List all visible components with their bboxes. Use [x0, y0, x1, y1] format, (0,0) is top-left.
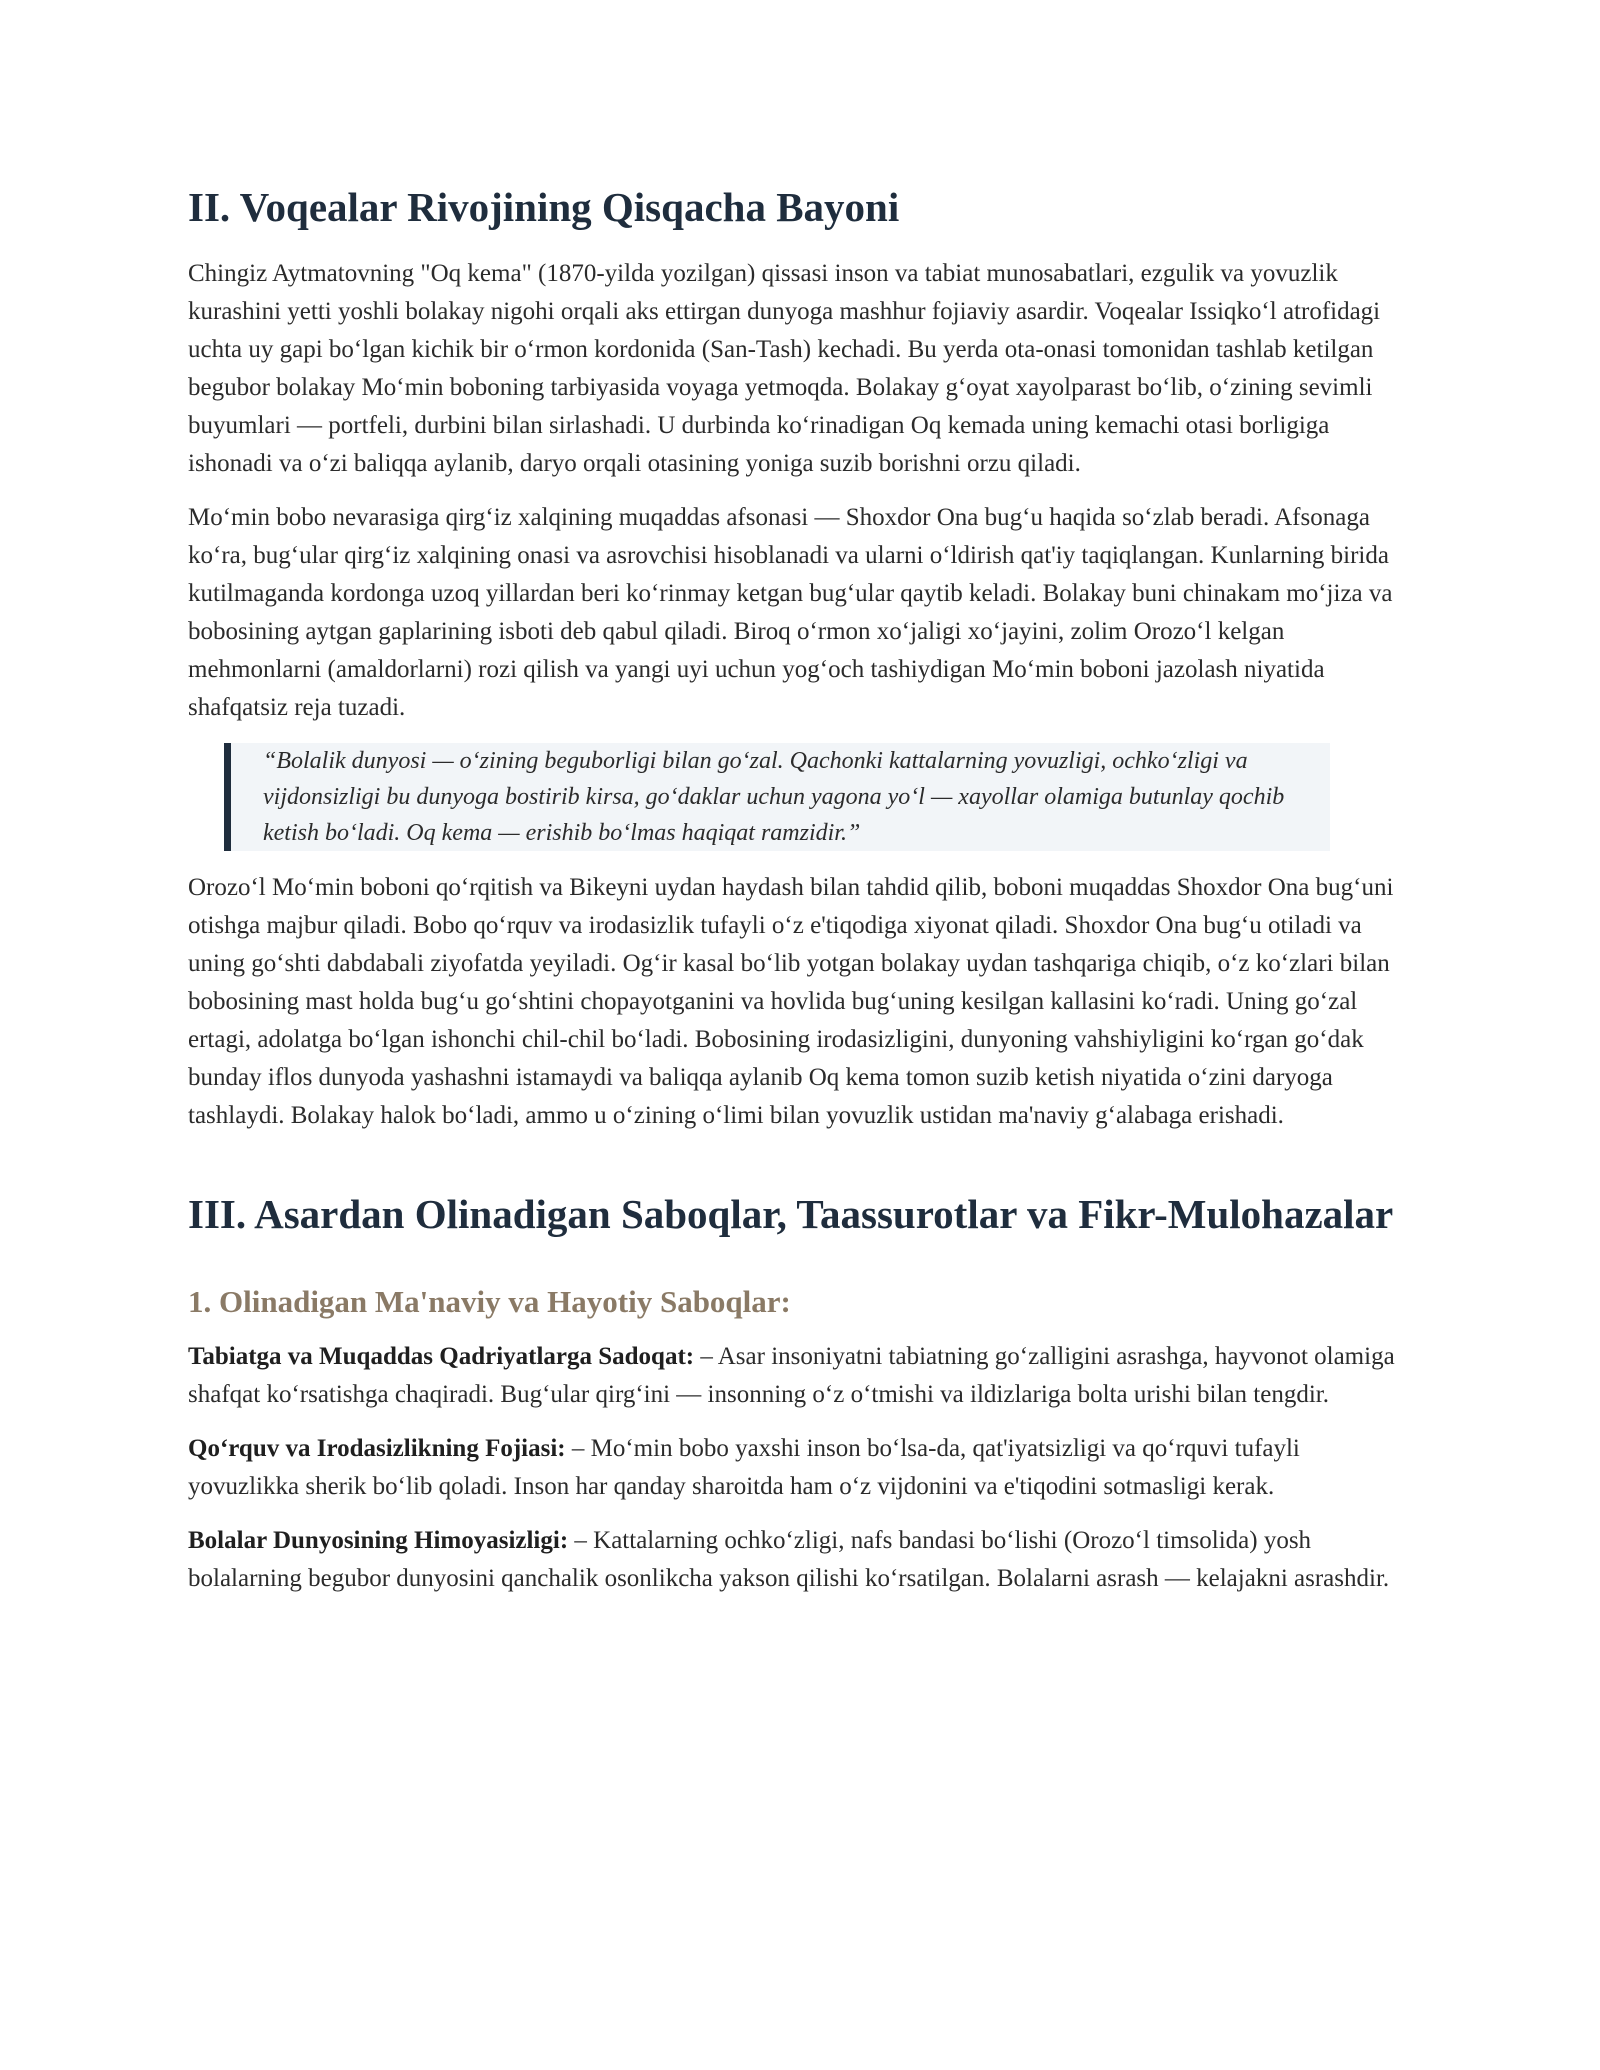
lesson-text: – Asar insoniyatni tabiatning go‘zalligini asrashga, hayvonot olamiga shafqat ko‘rsatishga chaqiradi. Bug‘ular qirg‘ini — insonning o‘z o‘tmishi va ildizlariga bolta urishi bilan tengdir. [188, 1343, 1395, 1408]
section-heading: II. Voqealar Rivojining Qisqacha Bayoni [188, 184, 900, 230]
lesson-title: Tabiatga va Muqaddas Qadriyatlarga Sadoqat: [188, 1343, 695, 1370]
document-page [188, 180, 1412, 1614]
lesson-item [188, 1430, 1412, 1506]
lesson-title: Bolalar Dunyosining Himoyasizligi: [188, 1527, 569, 1554]
lesson-item [188, 1338, 1412, 1414]
lesson-text: – Mo‘min bobo yaxshi inson bo‘lsa-da, qat'iyatsizligi va qo‘rquvi tufayli yovuzlikka sherik bo‘lib qoladi. Inson har qanday sharoitda ham o‘z vijdonini va e'tiqodini sotmasligi kerak. [188, 1435, 1300, 1500]
paragraph: Orozo‘l Mo‘min boboni qo‘rqitish va Bikeyni uydan haydash bilan tahdid qilib, boboni muqaddas Shoxdor Ona bug‘uni otishga majbur qiladi. Bobo qo‘rquv va irodasizlik tufayli o‘z e'tiqodiga xiyonat qiladi. Shoxdor Ona bug‘u otiladi va uning go‘shti dabdabali ziyofatda yeyiladi. Og‘ir kasal bo‘lib yotgan bolakay uydan tashqariga chiqib, o‘z ko‘zlari bilan bobosining mast holda bug‘u go‘shtini chopayotganini va hovlida bug‘uning kesilgan kallasini ko‘radi. Uning go‘zal ertagi, adolatga bo‘lgan ishonchi chil-chil bo‘ladi. Bobosining irodasizligini, dunyoning vahshiyligini ko‘rgan go‘dak bunday iflos dunyoda yashashni istamaydi va baliqqa aylanib Oq kema tomon suzib ketish niyatida o‘zini daryoga tashlaydi. Bolakay halok bo‘ladi, ammo u o‘zining o‘limi bilan yovuzlik ustidan ma'naviy g‘alabaga erishadi. [188, 874, 1394, 1129]
subsection-heading: 1. Olinadigan Ma'naviy va Hayotiy Saboqlar: [188, 1284, 791, 1319]
quote-text: “Bolalik dunyosi — o‘zining beguborligi bilan go‘zal. Qachonki kattalarning yovuzligi, ochko‘zligi va vijdonsizligi bu dunyoga bostirib kirsa, go‘daklar uchun yagona yo‘l — xayollar olamiga butunlay qochib ketish bo‘ladi. Oq kema — erishib bo‘lmas haqiqat ramzidir.” [263, 748, 1285, 846]
lesson-text: – Kattalarning ochko‘zligi, nafs bandasi bo‘lishi (Orozo‘l timsolida) yosh bolalarning begubor dunyosini qanchalik osonlikcha yakson qilishi ko‘rsatilgan. Bolalarni asrash — kelajakni asrashdir. [188, 1527, 1390, 1592]
lesson-title: Qo‘rquv va Irodasizlikning Fojiasi: [188, 1435, 566, 1462]
paragraph: Chingiz Aytmatovning "Oq kema" (1870-yilda yozilgan) qissasi inson va tabiat munosabatlari, ezgulik va yovuzlik kurashini yetti yoshli bolakay nigohi orqali aks ettirgan dunyoga mashhur fojiaviy asardir. Voqealar Issiqko‘l atrofidagi uchta uy gapi bo‘lgan kichik bir o‘rmon kordonida (San-Tash) kechadi. Bu yerda ota-onasi tomonidan tashlab ketilgan begubor bolakay Mo‘min boboning tarbiyasida voyaga yetmoqda. Bolakay g‘oyat xayolparast bo‘lib, o‘zining sevimli buyumlari — portfeli, durbini bilan sirlashadi. U durbinda ko‘rinadigan Oq kemada uning kemachi otasi borligiga ishonadi va o‘zi baliqqa aylanib, daryo orqali otasining yoniga suzib borishni orzu qiladi. [188, 260, 1381, 477]
blockquote [224, 743, 1330, 851]
paragraph: Mo‘min bobo nevarasiga qirg‘iz xalqining muqaddas afsonasi — Shoxdor Ona bug‘u haqida so‘zlab beradi. Afsonaga ko‘ra, bug‘ular qirg‘iz xalqining onasi va asrovchisi hisoblanadi va ularni o‘ldirish qat'iy taqiqlangan. Kunlarning birida kutilmaganda kordonga uzoq yillardan beri ko‘rinmay ketgan bug‘ular qaytib keladi. Bolakay buni chinakam mo‘jiza va bobosining aytgan gaplarining isboti deb qabul qiladi. Biroq o‘rmon xo‘jaligi xo‘jayini, zolim Orozo‘l kelgan mehmonlarni (amaldorlarni) rozi qilish va yangi uyi uchun yog‘och tashiydigan Mo‘min boboni jazolash niyatida shafqatsiz reja tuzadi. [188, 504, 1393, 721]
section-heading: III. Asardan Olinadigan Saboqlar, Taassurotlar va Fikr-Mulohazalar [188, 1191, 1394, 1237]
lesson-item [188, 1522, 1412, 1598]
